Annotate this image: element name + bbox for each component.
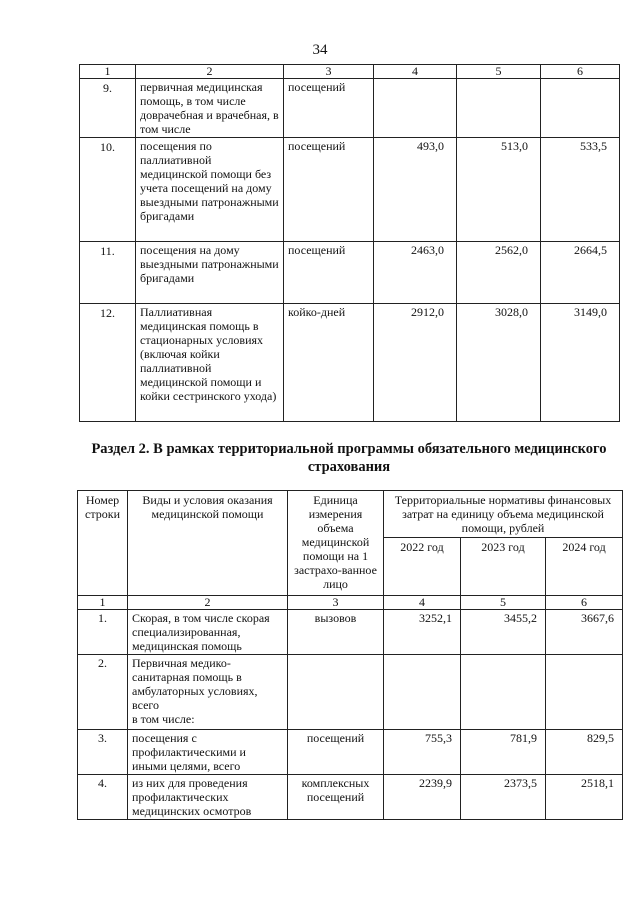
header-row — [78, 491, 623, 538]
value-2023: 2373,5 — [461, 775, 546, 820]
table-row — [78, 655, 623, 730]
row-unit: койко-дней — [284, 304, 374, 422]
value-2022: 493,0 — [374, 138, 457, 242]
column-number: 5 — [457, 65, 541, 79]
section-title: Раздел 2. В рамках территориальной программы обязательного медицинского страхования — [91, 441, 607, 475]
value-2024: 533,5 — [541, 138, 620, 242]
column-number: 2 — [136, 65, 284, 79]
row-name: посещения на дому выездными патронажными бригадами — [136, 242, 284, 304]
header-year-2022: 2022 год — [384, 538, 461, 596]
page-number: 34 — [312, 42, 328, 58]
value-2022: 2463,0 — [374, 242, 457, 304]
row-unit: посещений — [284, 138, 374, 242]
column-numbers-row — [80, 65, 620, 79]
value-2024: 3149,0 — [541, 304, 620, 422]
value-2022: 3252,1 — [384, 610, 461, 655]
table-row — [80, 138, 620, 242]
value-2022: 2912,0 — [374, 304, 457, 422]
column-numbers-row — [78, 596, 623, 610]
row-unit: вызовов — [288, 610, 384, 655]
value-2022 — [384, 655, 461, 730]
header-row-number: Номер строки — [78, 491, 128, 596]
row-name: Паллиативная медицинская помощь в стационарных условиях (включая койки паллиативной медицинской помощи и койки сестринского ухода) — [136, 304, 284, 422]
row-name: первичная медицинская помощь, в том числе доврачебная и врачебная, в том числе — [136, 79, 284, 138]
table-row — [78, 610, 623, 655]
row-number: 3. — [78, 730, 128, 775]
row-unit: посещений — [284, 79, 374, 138]
row-number: 4. — [78, 775, 128, 820]
value-2024: 2518,1 — [546, 775, 623, 820]
column-number: 1 — [78, 596, 128, 610]
column-number: 2 — [128, 596, 288, 610]
column-number: 4 — [374, 65, 457, 79]
table-row — [80, 304, 620, 422]
column-number: 4 — [384, 596, 461, 610]
value-2024: 829,5 — [546, 730, 623, 775]
row-number: 2. — [78, 655, 128, 730]
column-number: 6 — [541, 65, 620, 79]
row-unit — [288, 655, 384, 730]
row-name: посещения по паллиативной медицинской помощи без учета посещений на дому выездными патронажными бригадами — [136, 138, 284, 242]
financial-norms-table — [77, 490, 623, 820]
column-number: 6 — [546, 596, 623, 610]
row-unit: комплексных посещений — [288, 775, 384, 820]
value-2023: 3028,0 — [457, 304, 541, 422]
row-unit: посещений — [288, 730, 384, 775]
row-number: 11. — [80, 242, 136, 304]
value-2023: 513,0 — [457, 138, 541, 242]
row-number: 9. — [80, 79, 136, 138]
header-types: Виды и условия оказания медицинской помощи — [128, 491, 288, 596]
row-name: Скорая, в том числе скорая специализированная, медицинская помощь — [128, 610, 288, 655]
value-2022: 755,3 — [384, 730, 461, 775]
column-number: 1 — [80, 65, 136, 79]
value-2023: 3455,2 — [461, 610, 546, 655]
value-2024 — [546, 655, 623, 730]
header-year-2023: 2023 год — [461, 538, 546, 596]
header-unit: Единица измерения объема медицинской помощи на 1 застрахо-ванное лицо — [288, 491, 384, 596]
table-row — [78, 775, 623, 820]
header-year-2024: 2024 год — [546, 538, 623, 596]
table-row — [80, 79, 620, 138]
column-number: 3 — [288, 596, 384, 610]
value-2023 — [461, 655, 546, 730]
table-continued — [79, 64, 620, 422]
table-row — [78, 730, 623, 775]
value-2022 — [374, 79, 457, 138]
column-number: 3 — [284, 65, 374, 79]
value-2024: 2664,5 — [541, 242, 620, 304]
row-number: 1. — [78, 610, 128, 655]
column-number: 5 — [461, 596, 546, 610]
row-name: из них для проведения профилактических медицинских осмотров — [128, 775, 288, 820]
row-name: Первичная медико-санитарная помощь в амбулаторных условиях, всего в том числе: — [128, 655, 288, 730]
value-2023: 781,9 — [461, 730, 546, 775]
header-norms: Территориальные нормативы финансовых затрат на единицу объема медицинской помощи, рублей — [384, 491, 623, 538]
value-2022: 2239,9 — [384, 775, 461, 820]
value-2024: 3667,6 — [546, 610, 623, 655]
table-row — [80, 242, 620, 304]
value-2024 — [541, 79, 620, 138]
row-unit: посещений — [284, 242, 374, 304]
row-name: посещения с профилактическими и иными целями, всего — [128, 730, 288, 775]
row-number: 10. — [80, 138, 136, 242]
value-2023 — [457, 79, 541, 138]
row-number: 12. — [80, 304, 136, 422]
value-2023: 2562,0 — [457, 242, 541, 304]
